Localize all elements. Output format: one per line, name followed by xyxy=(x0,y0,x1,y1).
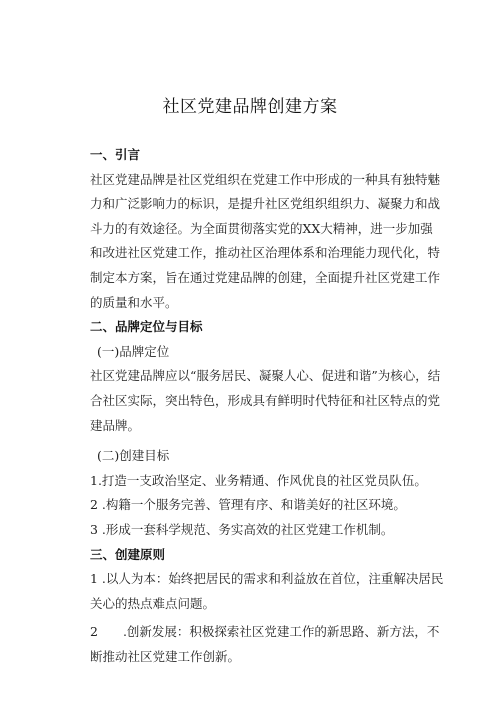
section-heading-positioning: 二、品牌定位与目标 xyxy=(90,319,203,335)
document-body xyxy=(90,143,445,669)
intro-paragraph-text: 社区党建品牌是社区党组织在党建工作中形成的一种具有独特魅力和广泛影响力的标识，是提升社区党组织组织力、凝聚力和战斗力的有效途径。为全面贯彻落实党的XX大精神，进一步加强和改进社区党建工作，推动社区治理体系和治理能力现代化，特制定本方案，旨在通过党建品牌的创建，全面提升社区党建工作的质量和水平。 xyxy=(90,171,441,310)
section-heading-introduction: 一、引言 xyxy=(90,147,141,162)
intro-paragraph xyxy=(90,168,445,316)
section-heading-principles: 三、创建原则 xyxy=(90,546,166,562)
goal-item: 3 .形成一套科学规范、务实高效的社区党建工作机制。 xyxy=(90,521,394,537)
subheading-brand-positioning: (一)品牌定位 xyxy=(97,343,170,359)
subheading-creation-goals: (二)创建目标 xyxy=(97,448,170,464)
principle-item: 2 .创新发展：积极探索社区党建工作的新思路、新方法，不断推动社区党建工作创新。 xyxy=(90,624,440,664)
document-title: 社区党建品牌创建方案 xyxy=(162,97,338,117)
principle-item: 1 .以人为本：始终把居民的需求和利益放在首位，注重解决居民关心的热点难点问题。 xyxy=(90,571,444,611)
goal-item: 2 .构籍一个服务完善、管理有序、和谐美好的社区环境。 xyxy=(90,497,406,513)
brand-positioning-paragraph: 社区党建品牌应以“服务居民、凝聚人心、促进和谐”为核心，结合社区实际，突出特色，形成具有鲜明时代特征和社区特点的党建品牌。 xyxy=(90,368,441,433)
goal-item: 1.打造一支政治坚定、业务精通、作风优良的社区党员队伍。 xyxy=(90,472,427,488)
